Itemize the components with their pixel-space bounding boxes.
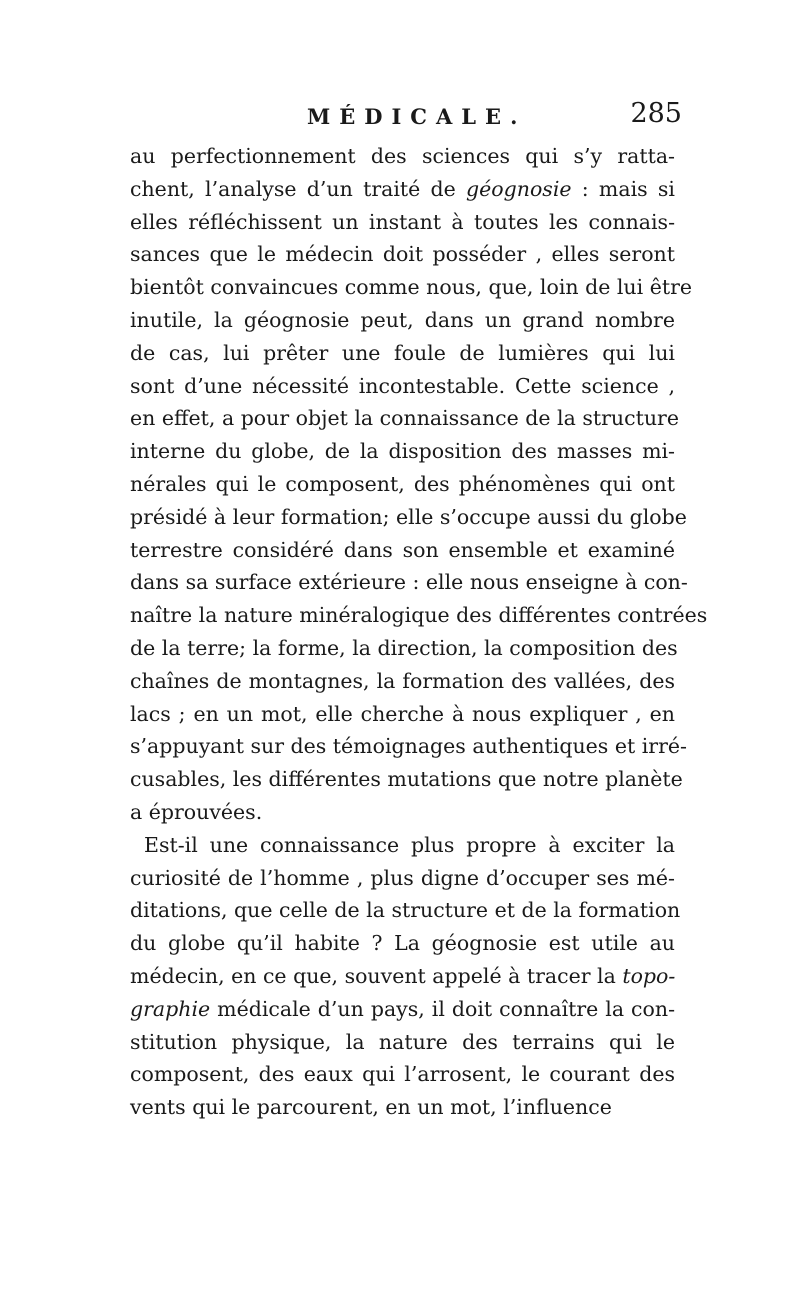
text-line: elles réfléchissent un instant à toutes les connais- (130, 209, 675, 234)
text-line: sances que le médecin doit posséder , elles seront (130, 242, 675, 267)
text-line: inutile, la géognosie peut, dans un grand nombre (130, 307, 675, 332)
text-line: interne du globe, de la disposition des masses mi- (130, 439, 675, 464)
text-line: curiosité de l’homme , plus digne d’occuper ses mé- (130, 865, 675, 890)
text-line: bientôt convaincues comme nous, que, loin de lui être (130, 275, 693, 300)
text-line: chent, l’analyse d’un traité de géognosie : mais si (130, 176, 675, 201)
text-line: nérales qui le composent, des phénomènes qui ont (130, 471, 675, 496)
text-line: présidé à leur formation; elle s’occupe aussi du globe (130, 504, 687, 529)
text-line: dans sa surface extérieure : elle nous enseigne à con- (130, 570, 688, 595)
text-line: Est-il une connaissance plus propre à exciter la (144, 832, 675, 857)
text-line: graphie médicale d’un pays, il doit connaître la con- (130, 996, 675, 1021)
running-head (122, 98, 682, 138)
text-line: sont d’une nécessité incontestable. Cette science , (130, 373, 675, 398)
text-line: naître la nature minéralogique des différentes contrées (130, 603, 708, 628)
text-line: chaînes de montagnes, la formation des vallées, des (130, 668, 675, 693)
text-line: composent, des eaux qui l’arrosent, le courant des (130, 1062, 675, 1087)
text-line: cusables, les différentes mutations que notre planète (130, 767, 683, 792)
text-line: de la terre; la forme, la direction, la composition des (130, 635, 678, 660)
text-line: de cas, lui prêter une foule de lumières qui lui (130, 340, 675, 365)
text-line: en effet, a pour objet la connaissance de la structure (130, 406, 679, 431)
text-line: a éprouvées. (130, 799, 263, 824)
text-line: vents qui le parcourent, en un mot, l’influence (130, 1095, 612, 1120)
text-line: ditations, que celle de la structure et de la formation (130, 898, 681, 923)
text-line: au perfectionnement des sciences qui s’y ratta- (130, 144, 675, 168)
text-line: lacs ; en un mot, elle cherche à nous expliquer , en (130, 701, 675, 726)
running-title: MÉDICALE. (307, 104, 527, 129)
text-line: terrestre considéré dans son ensemble et examiné (130, 537, 675, 562)
paragraph-1 (130, 140, 708, 829)
body-text (130, 140, 708, 1124)
page-number: 285 (630, 98, 682, 129)
text-line: du globe qu’il habite ? La géognosie est utile au (130, 931, 675, 956)
text-line: s’appuyant sur des témoignages authentiques et irré- (130, 734, 687, 759)
text-line: médecin, en ce que, souvent appelé à tracer la topo- (130, 963, 676, 988)
paragraph-2 (130, 829, 681, 1124)
text-line: stitution physique, la nature des terrains qui le (130, 1029, 675, 1054)
